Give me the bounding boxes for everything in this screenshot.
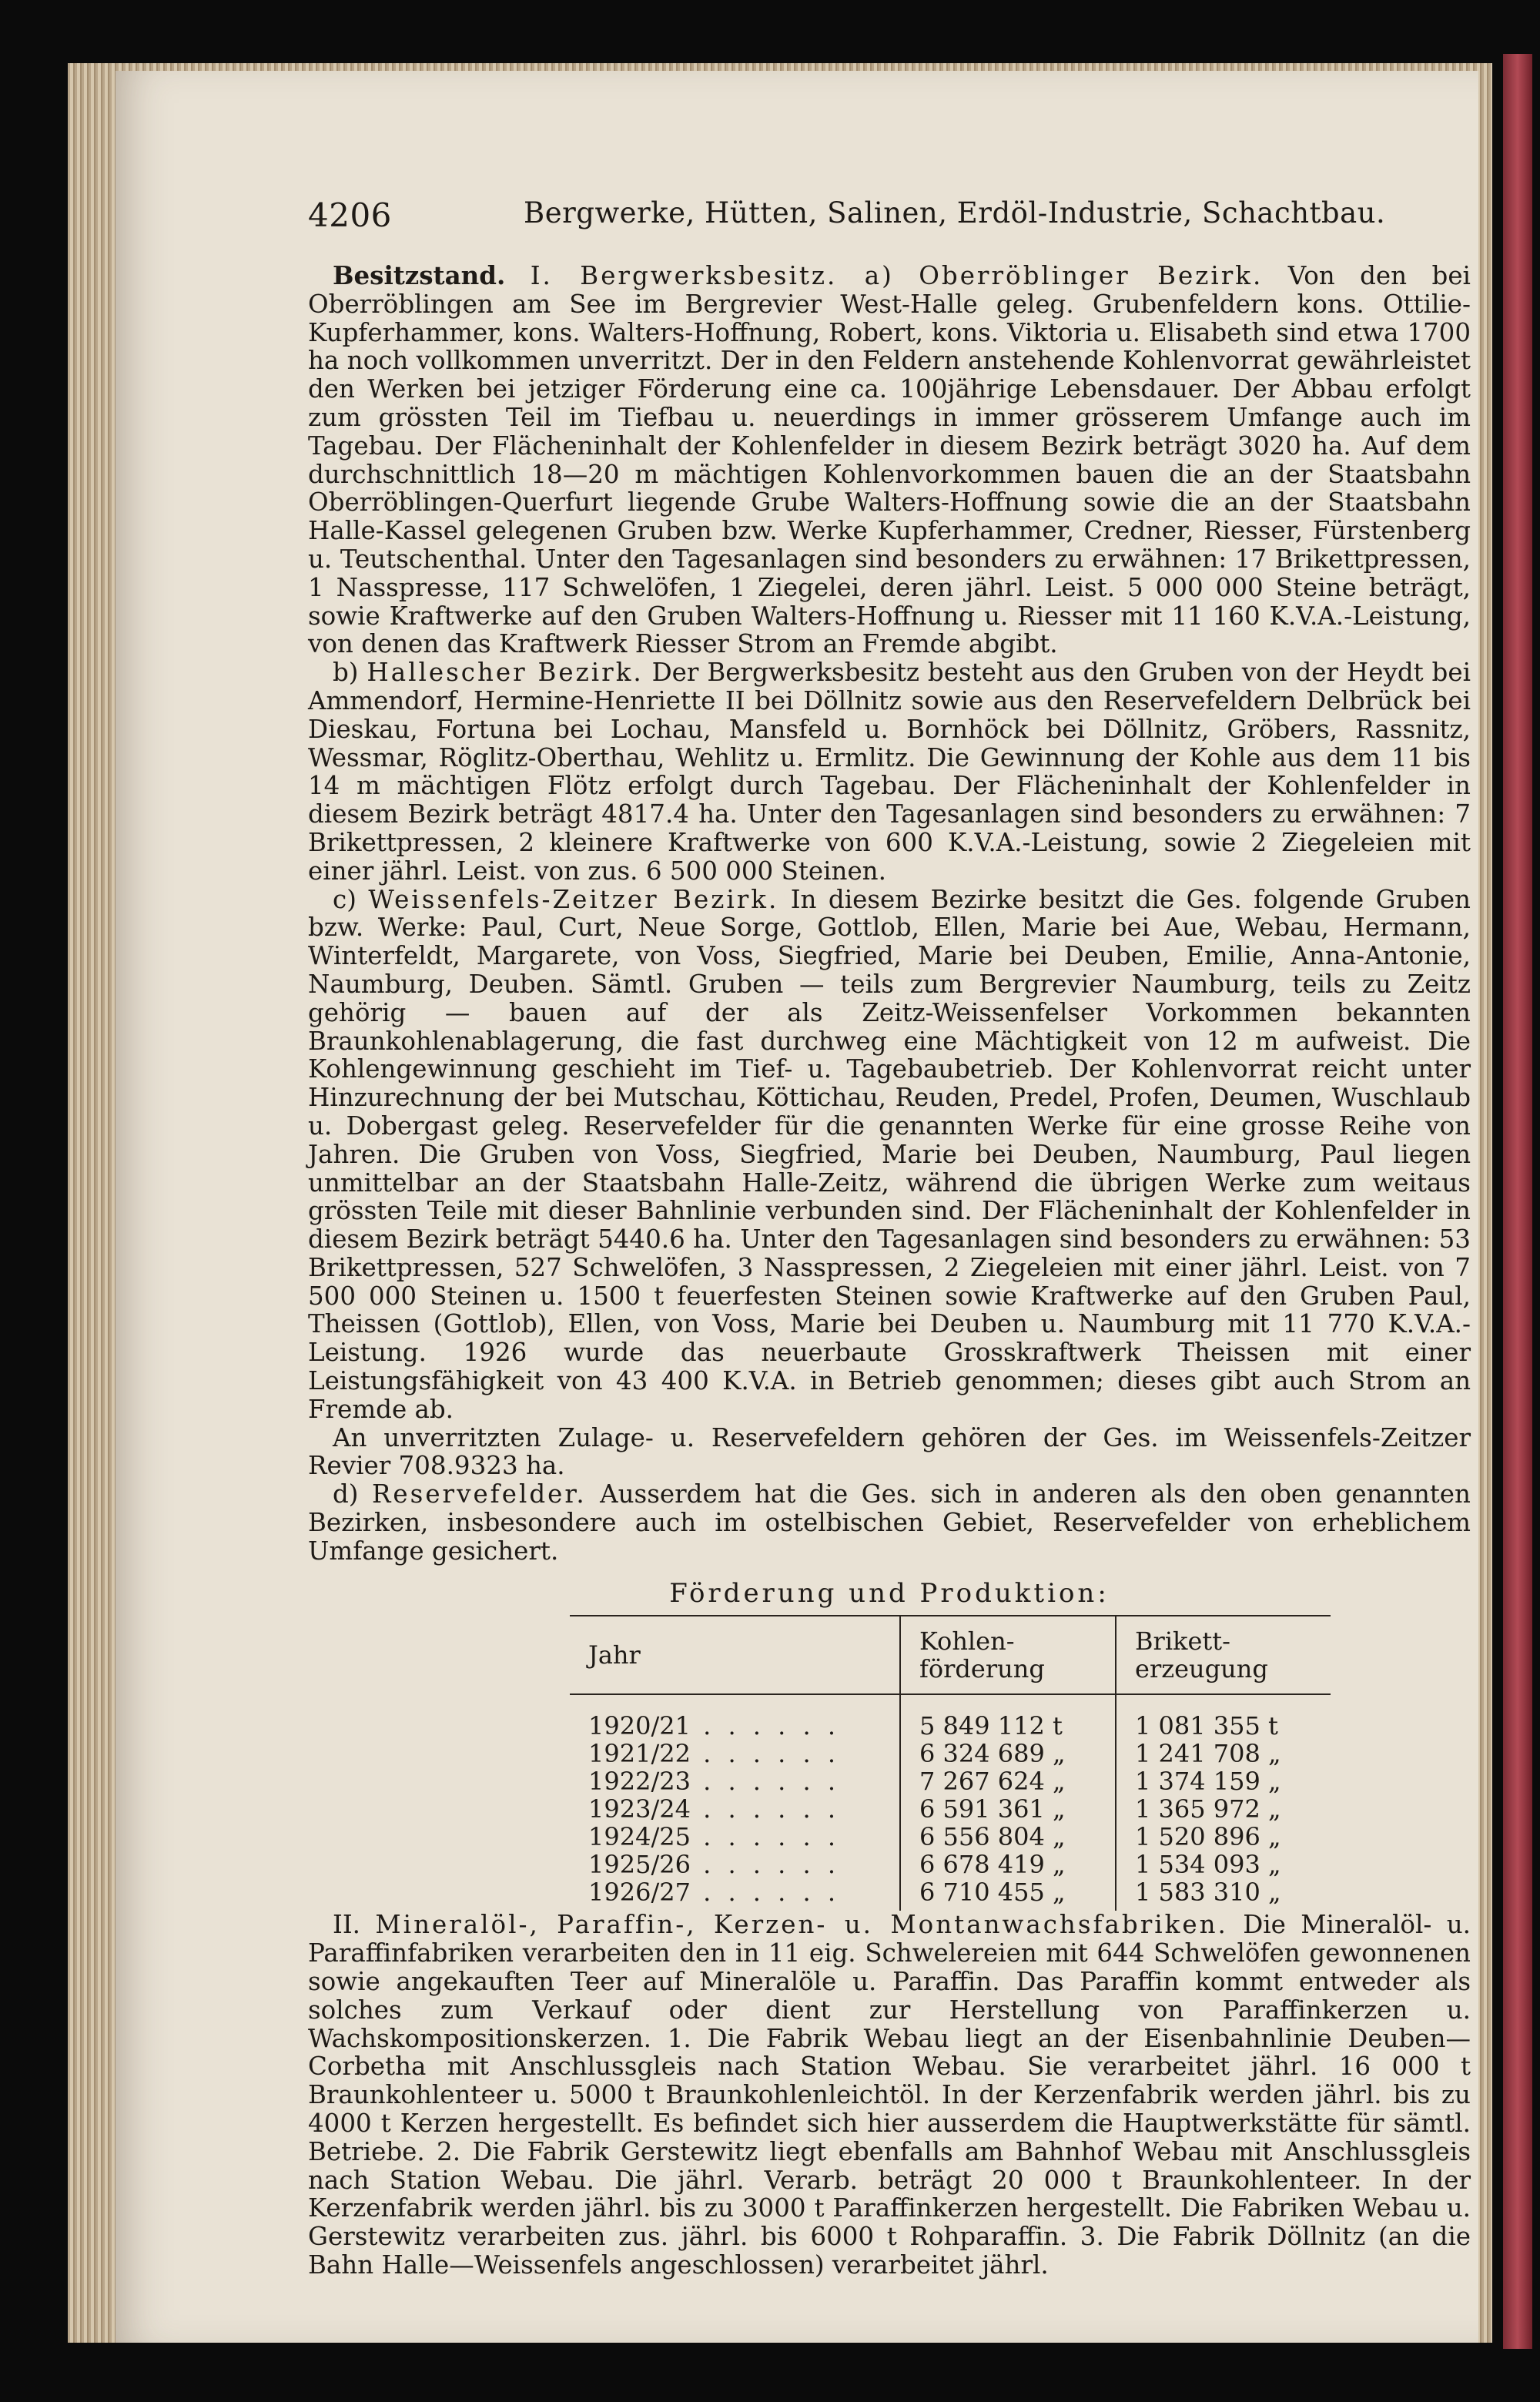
intro-d: d) (333, 1479, 359, 1509)
text-c: In diesem Bezirke besitzt die Ges. folgende Gruben bzw. Werke: Paul, Curt, Neue Sorge, Gottlob, Ellen, Marie bei Aue, Webau, Hermann, Winterfeldt, Margarete, von Voss, Siegfried, Marie bei Deuben, Emilie, Anna-Antonie, Naumburg, Deuben. Sämtl. Gruben — teils zum Bergrevier Naumburg, teils zu Zeitz gehörig — bauen auf der als Zeitz-Weissenfelser Vorkommen bekannten Braunkohlenablagerung, die fast durchweg eine Mächtigkeit von 12 m aufweist. Die Kohlengewinnung geschieht im Tief- u. Tagebaubetrieb. Der Kohlenvorrat reicht unter Hinzurechnung der bei Mutschau, Köttichau, Reuden, Predel, Profen, Deumen, Wuschlaub u. Dobergast geleg. Reservefelder für die genannten Werke für eine grosse Reihe von Jahren. Die Gruben von Voss, Siegfried, Marie bei Deuben, Naumburg, Paul liegen unmittelbar an der Staatsbahn Halle-Zeitz, während die übrigen Werke zum weitaus grössten Teile mit dieser Bahnlinie verbunden sind. Der Flächeninhalt der Kohlenfelder in diesem Bezirk beträgt 5440.6 ha. Unter den Tagesanlagen sind besonders zu erwähnen: 53 Brikettpressen, 527 Schwelöfen, 3 Nasspressen, 2 Ziegeleien mit einer jährl. Leist. von 7 500 000 Steinen u. 1500 t feuerfesten Steinen sowie Kraftwerke auf den Gruben Paul, Theissen (Gottlob), Ellen, von Voss, Marie bei Deuben u. Naumburg mit 11 770 K.V.A.-Leistung. 1926 wurde das neuerbaute Grosskraftwerk Theissen mit einer Leistungsfähigkeit von 43 400 K.V.A. in Betrieb genommen; dieses gibt auch Strom an Fremde ab. (308, 884, 1471, 1424)
text-b: Der Bergwerksbesitz besteht aus den Gruben von der Heydt bei Ammendorf, Hermine-Henriette II bei Döllnitz sowie aus den Reservefeldern Delbrück bei Dieskau, Fortuna bei Lochau, Mansfeld u. Bornhöck bei Döllnitz, Gröbers, Rassnitz, Wessmar, Röglitz-Oberthau, Wehlitz u. Ermlitz. Die Gewinnung der Kohle aus dem 11 bis 14 m mächtigen Flötz erfolgt durch Tagebau. Der Flächeninhalt der Kohlenfelder in diesem Bezirk beträgt 4817.4 ha. Unter den Tagesanlagen sind besonders zu erwähnen: 7 Brikettpressen, 2 kleinere Kraftwerke von 600 K.V.A.-Leistung, sowie 2 Ziegeleien mit einer jährl. Leist. von zus. 6 500 000 Steinen. (308, 658, 1471, 886)
page-number: 4206 (308, 196, 392, 234)
text-c2: An unverritzten Zulage- u. Reservefeldern gehören der Ges. im Weissenfels-Zeitzer Revier 708.9323 ha. (308, 1422, 1471, 1481)
briquette-cell: 1 520 896 „ (1116, 1823, 1331, 1851)
table-row (570, 1878, 1331, 1911)
header-briquette-label: Brikett- erzeugung (1135, 1626, 1268, 1684)
coal-cell: 6 710 455 „ (900, 1878, 1116, 1911)
intro-a: I. Bergwerksbesitz. a) (530, 261, 894, 290)
briquette-cell: 1 365 972 „ (1116, 1795, 1331, 1823)
table-row (570, 1795, 1331, 1823)
year-cell: 1921/22 . . . (570, 1740, 900, 1767)
section2-intro: II. (333, 1910, 361, 1940)
year-cell: 1920/21 . . . (570, 1694, 900, 1740)
section2-heading: Mineralöl-, Paraffin-, Kerzen- u. Montanwachsfabriken. (375, 1910, 1228, 1940)
production-table (570, 1615, 1331, 1911)
briquette-cell: 1 241 708 „ (1116, 1740, 1331, 1767)
table-caption: Förderung und Produktion: (669, 1577, 1110, 1609)
paragraph-b (308, 658, 1471, 885)
paragraph-c (308, 886, 1471, 1424)
intro-b: b) (333, 658, 359, 688)
table-row (570, 1851, 1331, 1878)
table-row (570, 1767, 1331, 1795)
header-briquette (1116, 1616, 1331, 1694)
region-a-title: Oberröblinger Bezirk. (919, 261, 1264, 290)
coal-cell: 5 849 112 t (900, 1694, 1116, 1740)
region-b-title: Hallescher Bezirk. (367, 658, 644, 688)
coal-cell: 7 267 624 „ (900, 1767, 1116, 1795)
table-row (570, 1823, 1331, 1851)
section2-text: Die Mineralöl- u. Paraffinfabriken verarbeiten den in 11 eig. Schwelereien mit 644 Schwelöfen gewonnenen sowie angekauften Teer auf Mineralöle u. Paraffin. Das Paraffin kommt entweder als solches zum Verkauf oder dient zur Herstellung von Paraffinkerzen u. Wachskompositionskerzen. 1. Die Fabrik Webau liegt an der Eisenbahnlinie Deuben—Corbetha mit Anschlussgleis nach Station Webau. Sie verarbeitet jährl. 16 000 t Braunkohlenteer u. 5000 t Braunkohlenleichtöl. In der Kerzenfabrik werden jährl. bis zu 4000 t Kerzen hergestellt. Es befindet sich hier ausserdem die Hauptwerkstätte für sämtl. Betriebe. 2. Die Fabrik Gerstewitz liegt ebenfalls am Bahnhof Webau mit Anschlussgleis nach Station Webau. Die jährl. Verarb. beträgt 20 000 t Braunkohlenteer. In der Kerzenfabrik werden jährl. bis zu 3000 t Paraffinkerzen hergestellt. Die Fabriken Webau u. Gerstewitz verarbeiten zus. jährl. bis 6000 t Rohparaffin. 3. Die Fabrik Döllnitz (an die Bahn Halle—Weissenfels angeschlossen) verarbeitet jährl. (308, 1910, 1471, 2280)
coal-cell: 6 324 689 „ (900, 1740, 1116, 1767)
header-year (570, 1616, 900, 1694)
year-cell: 1925/26 . . . (570, 1851, 900, 1878)
header-coal-label: Kohlen- förderung (919, 1626, 1045, 1684)
region-d-title: Reservefelder. (371, 1479, 587, 1509)
briquette-cell: 1 374 159 „ (1116, 1767, 1331, 1795)
text-a: Von den bei Oberröblingen am See im Bergrevier West-Halle geleg. Grubenfeldern kons. Ottilie-Kupferhammer, kons. Walters-Hoffnung, Robert, kons. Viktoria u. Elisabeth sind etwa 1700 ha noch vollkommen unverritzt. Der in den Feldern anstehende Kohlenvorrat gewährleistet den Werken bei jetziger Förderung eine ca. 100jährige Lebensdauer. Der Abbau erfolgt zum grössten Teil im Tiefbau u. neuerdings in immer grösserem Umfange auch im Tagebau. Der Flächeninhalt der Kohlenfelder in diesem Bezirk beträgt 3020 ha. Auf dem durchschnittlich 18—20 m mächtigen Kohlenvorkommen bauen die an der Staatsbahn Oberröblingen-Querfurt liegende Grube Walters-Hoffnung sowie die an der Staatsbahn Halle-Kassel gelegenen Gruben bzw. Werke Kupferhammer, Credner, Riesser, Fürstenberg u. Teutschenthal. Unter den Tagesanlagen sind besonders zu erwähnen: 17 Brikettpressen, 1 Nasspresse, 117 Schwelöfen, 1 Ziegelei, deren jährl. Leist. 5 000 000 Steine beträgt, sowie Kraftwerke auf den Gruben Walters-Hoffnung u. Riesser mit 11 160 K.V.A.-Leistung, von denen das Kraftwerk Riesser Strom an Fremde abgibt. (308, 261, 1471, 659)
table-header-row (570, 1616, 1331, 1694)
text-d: Ausserdem hat die Ges. sich in anderen als den oben genannten Bezirken, insbesondere auch im ostelbischen Gebiet, Reservefelder von erheblichem Umfange gesichert. (308, 1479, 1471, 1566)
region-c-title: Weissenfels-Zeitzer Bezirk. (368, 884, 779, 914)
table-row (570, 1694, 1331, 1740)
coal-cell: 6 591 361 „ (900, 1795, 1116, 1823)
book-binding (1503, 54, 1532, 2349)
year-cell: 1922/23 . . . (570, 1767, 900, 1795)
paragraph-section2 (308, 1911, 1471, 2279)
briquette-cell: 1 583 310 „ (1116, 1878, 1331, 1911)
briquette-cell: 1 534 093 „ (1116, 1851, 1331, 1878)
year-cell: 1924/25 . . . (570, 1823, 900, 1851)
paragraph-a (308, 262, 1471, 658)
page-body (308, 262, 1471, 2280)
year-cell: 1926/27 . . . (570, 1878, 900, 1911)
section-heading: Besitzstand. (333, 260, 506, 290)
intro-c: c) (333, 884, 357, 914)
paragraph-c2 (308, 1424, 1471, 1481)
table-row (570, 1740, 1331, 1767)
briquette-cell: 1 081 355 t (1116, 1694, 1331, 1740)
year-cell: 1923/24 . . . (570, 1795, 900, 1823)
header-year-label: Jahr (588, 1640, 641, 1670)
paragraph-d (308, 1480, 1471, 1565)
coal-cell: 6 556 804 „ (900, 1823, 1116, 1851)
header-coal (900, 1616, 1116, 1694)
coal-cell: 6 678 419 „ (900, 1851, 1116, 1878)
running-title: Bergwerke, Hütten, Salinen, Erdöl-Industrie, Schachtbau. (524, 196, 1386, 229)
